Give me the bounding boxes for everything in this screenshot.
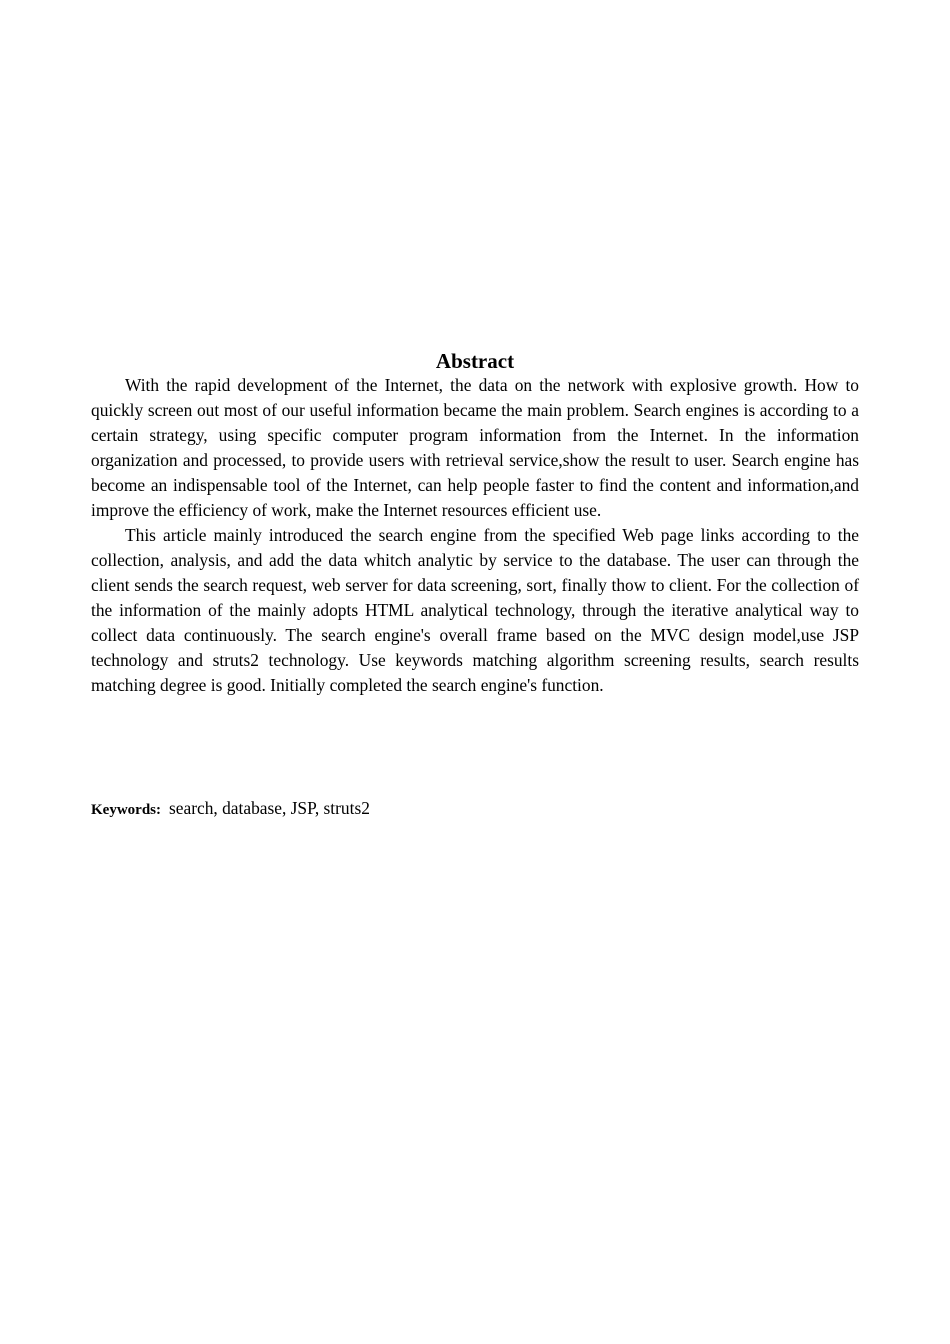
abstract-heading: Abstract <box>435 349 515 373</box>
keywords-label: Keywords: <box>91 802 161 818</box>
abstract-paragraph-2: This article mainly introduced the search engine from the specified Web page links according to the collection, analysis, and add the data whitch analytic by service to the database. The user can through the client sends the search request, web server for data screening, sort, finally thow to client. For the collection of the information of the mainly adopts HTML analytical technology, through the iterative analytical way to collect data continuously. The search engine's overall frame based on the MVC design model,use JSP technology and struts2 technology. Use keywords matching algorithm screening results, search results matching degree is good. Initially completed the search engine's function. <box>91 525 859 695</box>
abstract-body <box>91 373 859 698</box>
keywords-value: search, database, JSP, struts2 <box>169 798 370 818</box>
keywords-line <box>91 796 859 823</box>
abstract-paragraph-1: With the rapid development of the Internet, the data on the network with explosive growth. How to quickly screen out most of our useful information became the main problem. Search engines is according to a certain strategy, using specific computer program information from the Internet. In the information organization and processed, to provide users with retrieval service,show the result to user. Search engine has become an indispensable tool of the Internet, can help people faster to find the content and information,and improve the efficiency of work, make the Internet resources efficient use. <box>91 375 859 520</box>
